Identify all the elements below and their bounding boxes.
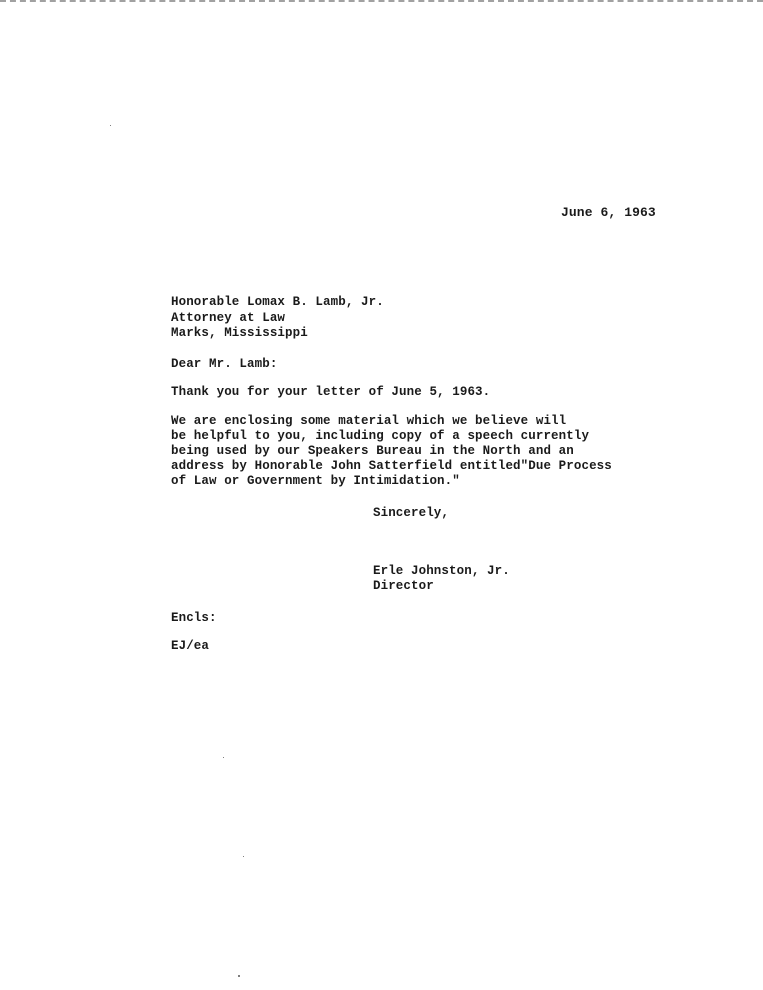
scan-speck [223,757,224,758]
scan-speck [243,856,244,857]
signer-title: Director [373,579,434,593]
reference-initials: EJ/ea [171,639,210,653]
paragraph-line: address by Honorable John Satterfield entitled"Due Process [171,459,612,473]
paragraph-line: We are enclosing some material which we believe will [171,414,567,428]
signer-name: Erle Johnston, Jr. [373,564,510,578]
letter-date: June 6, 1963 [561,205,656,220]
paragraph-line: being used by our Speakers Bureau in the North and an [171,444,574,458]
paragraph-line: of Law or Government by Intimidation." [171,474,460,488]
recipient-location: Marks, Mississippi [171,326,308,340]
salutation: Dear Mr. Lamb: [171,357,278,371]
enclosure-note: Encls: [171,611,217,625]
recipient-name: Honorable Lomax B. Lamb, Jr. [171,295,384,309]
paragraph-line: be helpful to you, including copy of a speech currently [171,429,590,443]
paragraph-thanks: Thank you for your letter of June 5, 1963. [171,385,491,399]
scan-speck [238,975,240,977]
complimentary-close: Sincerely, [373,506,450,520]
scan-top-edge [0,0,763,6]
scan-speck [110,125,111,126]
recipient-title: Attorney at Law [171,311,286,325]
